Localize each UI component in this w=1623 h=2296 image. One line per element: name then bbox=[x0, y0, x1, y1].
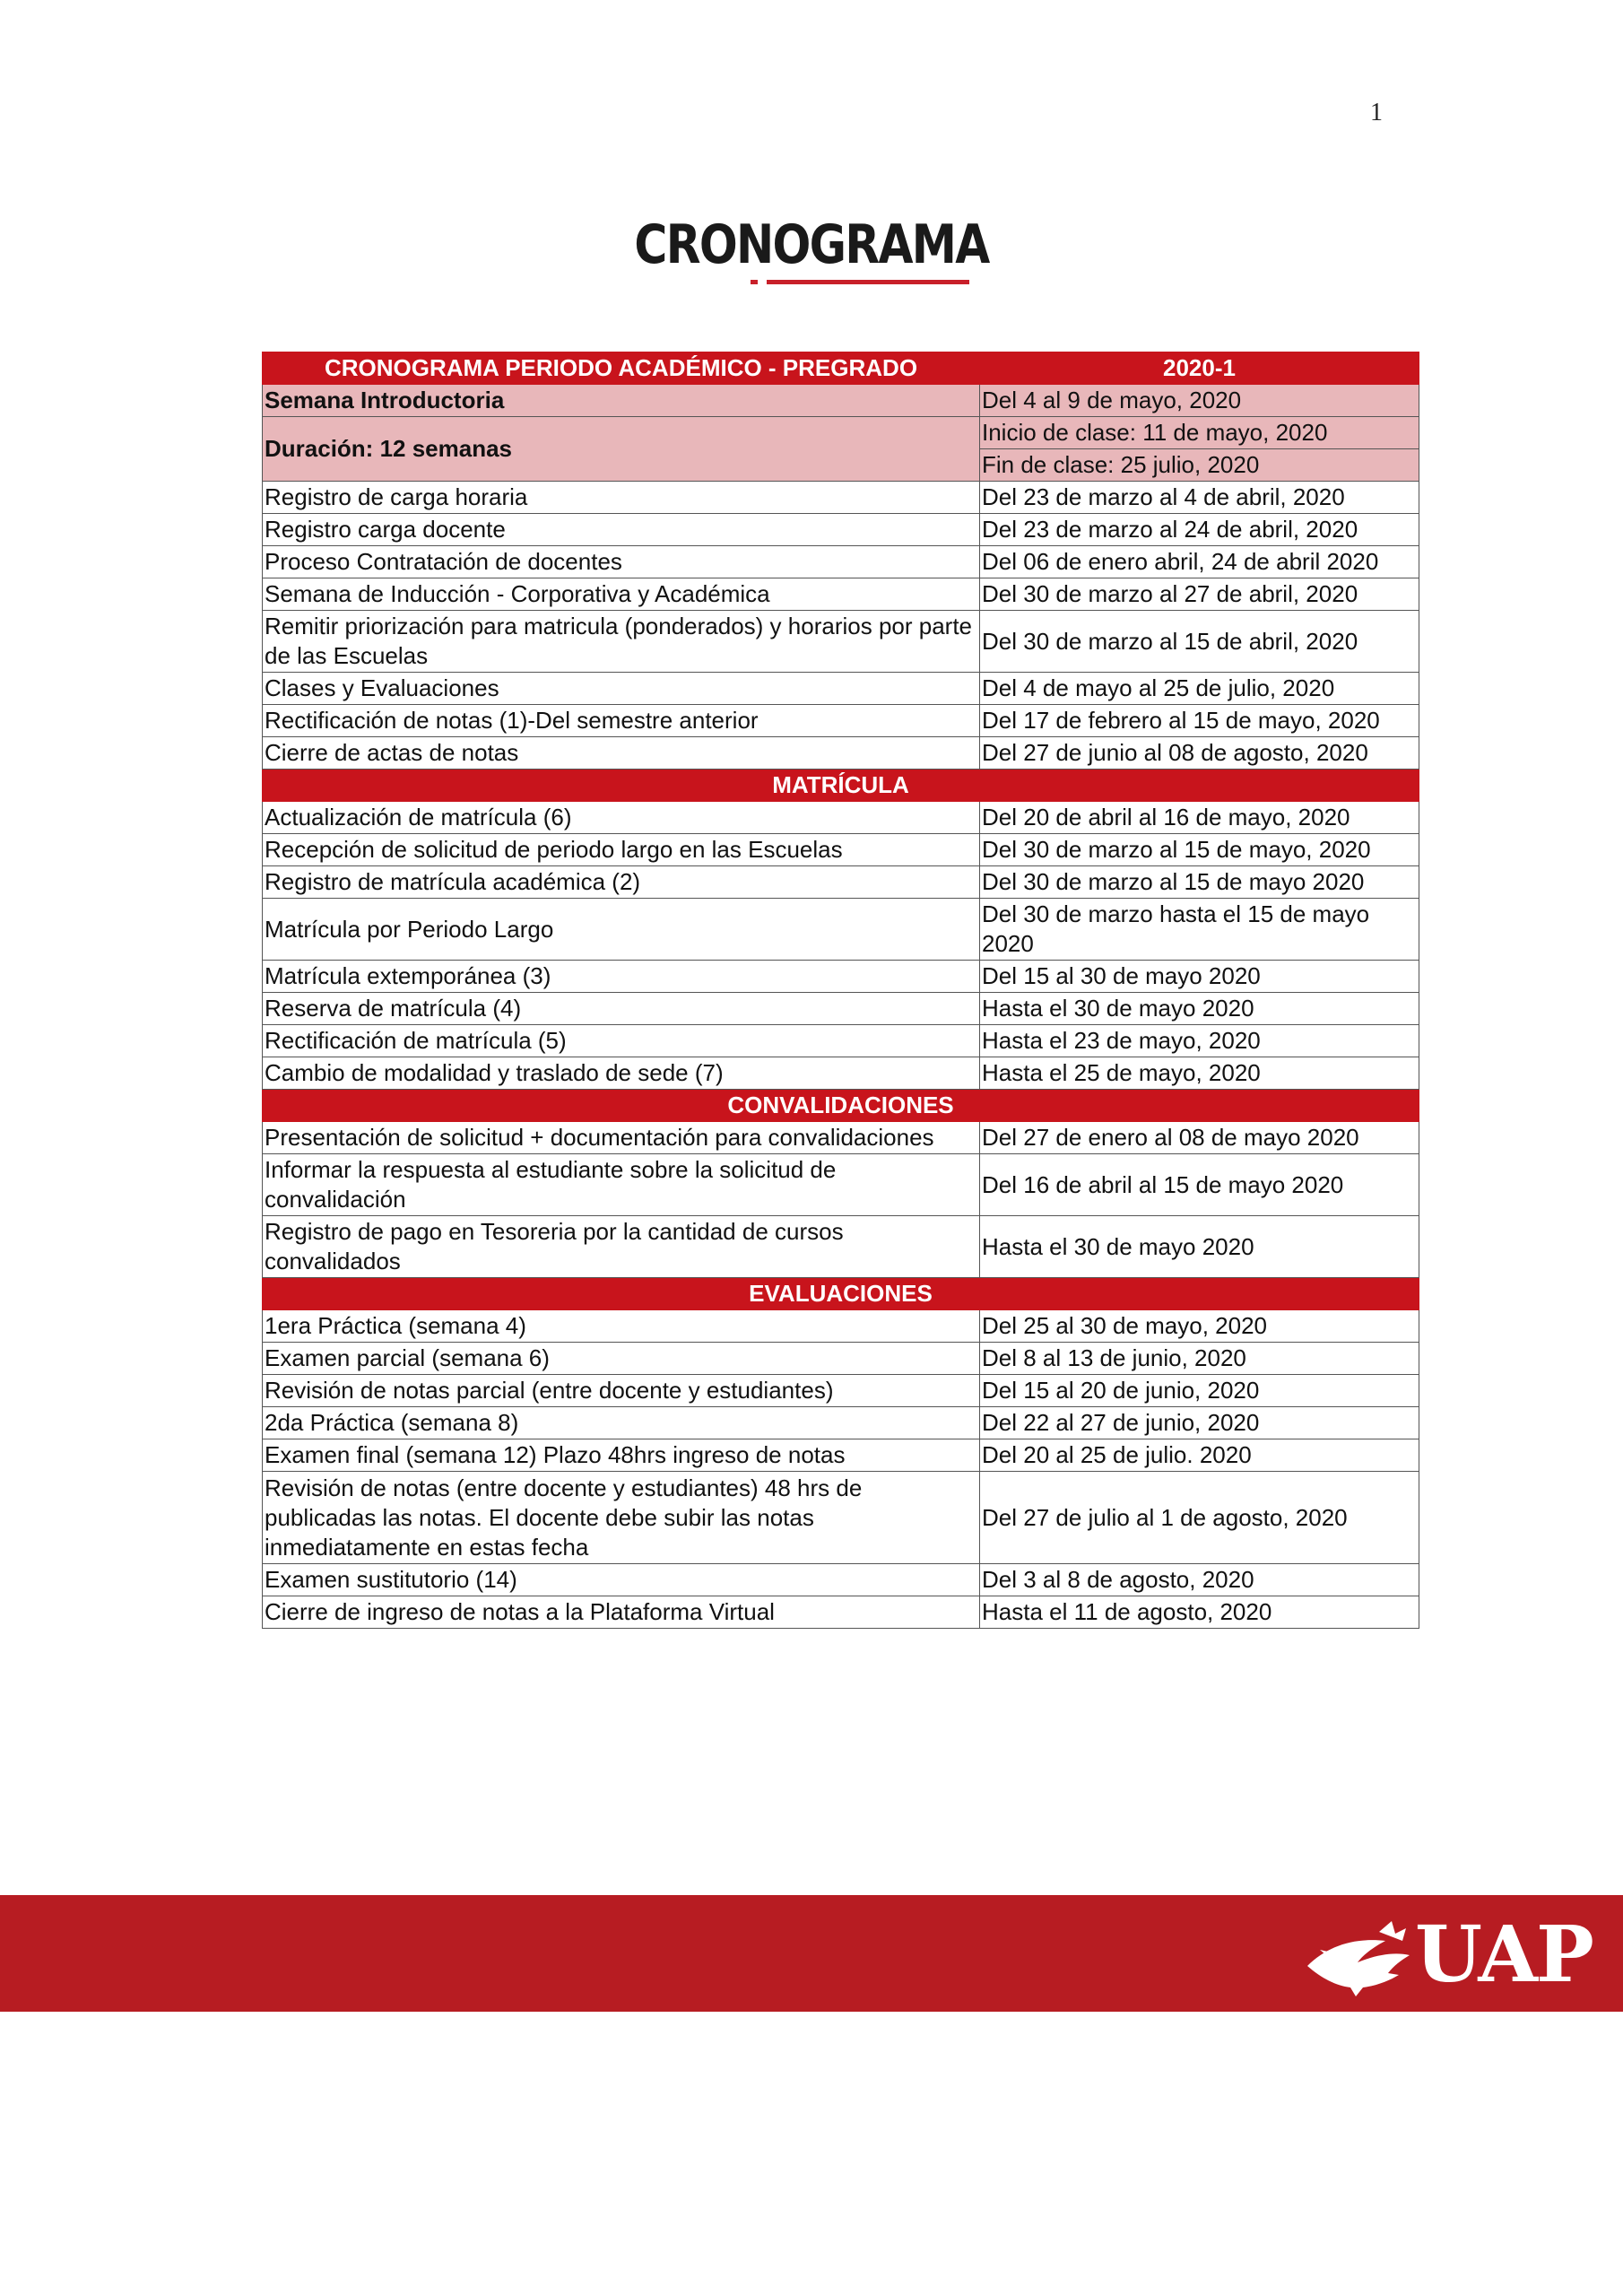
table-row bbox=[263, 1122, 1419, 1154]
row-label: Remitir priorización para matricula (ponderados) y horarios por parte de las Escuelas bbox=[263, 611, 980, 673]
table-row bbox=[263, 993, 1419, 1025]
table-row bbox=[263, 1343, 1419, 1375]
page-number: 1 bbox=[1370, 99, 1383, 126]
row-label: Registro de pago en Tesoreria por la cantidad de cursos convalidados bbox=[263, 1216, 980, 1278]
section-title: CONVALIDACIONES bbox=[263, 1090, 1419, 1122]
table-row bbox=[263, 866, 1419, 899]
table-row bbox=[263, 1564, 1419, 1596]
uap-logo-text: UAP bbox=[1415, 1909, 1593, 2000]
row-label: Cierre de actas de notas bbox=[263, 737, 980, 770]
duration-start: Inicio de clase: 11 de mayo, 2020 bbox=[980, 417, 1419, 449]
row-label: 1era Práctica (semana 4) bbox=[263, 1310, 980, 1343]
table-row bbox=[263, 1216, 1419, 1278]
row-value: Del 15 al 20 de junio, 2020 bbox=[980, 1375, 1419, 1407]
row-value: Del 20 de abril al 16 de mayo, 2020 bbox=[980, 802, 1419, 834]
row-label: Proceso Contratación de docentes bbox=[263, 546, 980, 578]
row-label: Registro de carga horaria bbox=[263, 482, 980, 514]
row-value: Del 16 de abril al 15 de mayo 2020 bbox=[980, 1154, 1419, 1216]
row-value: Hasta el 30 de mayo 2020 bbox=[980, 993, 1419, 1025]
row-value: Del 4 al 9 de mayo, 2020 bbox=[980, 385, 1419, 417]
row-value: Del 30 de marzo hasta el 15 de mayo 2020 bbox=[980, 899, 1419, 961]
row-value: Del 3 al 8 de agosto, 2020 bbox=[980, 1564, 1419, 1596]
row-label: Cierre de ingreso de notas a la Plataforma Virtual bbox=[263, 1596, 980, 1629]
row-value: Del 27 de julio al 1 de agosto, 2020 bbox=[980, 1472, 1419, 1564]
table-row bbox=[263, 578, 1419, 611]
row-label: Informar la respuesta al estudiante sobre la solicitud de convalidación bbox=[263, 1154, 980, 1216]
row-label: Semana Introductoria bbox=[263, 385, 980, 417]
duration-end: Fin de clase: 25 julio, 2020 bbox=[980, 449, 1419, 482]
table-row bbox=[263, 802, 1419, 834]
section-title: EVALUACIONES bbox=[263, 1278, 1419, 1310]
table-row bbox=[263, 1407, 1419, 1439]
row-value: Del 27 de enero al 08 de mayo 2020 bbox=[980, 1122, 1419, 1154]
section-header-evaluaciones bbox=[263, 1278, 1419, 1310]
schedule-table bbox=[262, 352, 1419, 1629]
table-row bbox=[263, 1025, 1419, 1057]
table-header-label: CRONOGRAMA PERIODO ACADÉMICO - PREGRADO bbox=[263, 352, 980, 385]
row-value: Hasta el 25 de mayo, 2020 bbox=[980, 1057, 1419, 1090]
row-value: Hasta el 23 de mayo, 2020 bbox=[980, 1025, 1419, 1057]
table-row bbox=[263, 961, 1419, 993]
row-label: Clases y Evaluaciones bbox=[263, 673, 980, 705]
table-row bbox=[263, 705, 1419, 737]
section-header-matricula bbox=[263, 770, 1419, 802]
table-row-intro bbox=[263, 385, 1419, 417]
section-title: MATRÍCULA bbox=[263, 770, 1419, 802]
row-value: Del 8 al 13 de junio, 2020 bbox=[980, 1343, 1419, 1375]
table-row bbox=[263, 834, 1419, 866]
table-row bbox=[263, 1057, 1419, 1090]
row-label: Presentación de solicitud + documentación para convalidaciones bbox=[263, 1122, 980, 1154]
row-label: Examen parcial (semana 6) bbox=[263, 1343, 980, 1375]
row-label: Rectificación de matrícula (5) bbox=[263, 1025, 980, 1057]
table-row bbox=[263, 1439, 1419, 1472]
row-value: Del 27 de junio al 08 de agosto, 2020 bbox=[980, 737, 1419, 770]
table-row bbox=[263, 611, 1419, 673]
row-label: Matrícula extemporánea (3) bbox=[263, 961, 980, 993]
row-label: Rectificación de notas (1)-Del semestre anterior bbox=[263, 705, 980, 737]
row-value: Del 4 de mayo al 25 de julio, 2020 bbox=[980, 673, 1419, 705]
row-value: Hasta el 11 de agosto, 2020 bbox=[980, 1596, 1419, 1629]
row-label: Semana de Inducción - Corporativa y Académica bbox=[263, 578, 980, 611]
row-label: Registro de matrícula académica (2) bbox=[263, 866, 980, 899]
duration-label: Duración: 12 semanas bbox=[263, 417, 980, 482]
table-header-row bbox=[263, 352, 1419, 385]
title-underline-dot bbox=[751, 280, 758, 284]
row-label: Examen final (semana 12) Plazo 48hrs ingreso de notas bbox=[263, 1439, 980, 1472]
table-row bbox=[263, 1154, 1419, 1216]
row-label: Recepción de solicitud de periodo largo en las Escuelas bbox=[263, 834, 980, 866]
row-label: Matrícula por Periodo Largo bbox=[263, 899, 980, 961]
row-value: Del 06 de enero abril, 24 de abril 2020 bbox=[980, 546, 1419, 578]
table-row bbox=[263, 514, 1419, 546]
row-label: Actualización de matrícula (6) bbox=[263, 802, 980, 834]
row-value: Del 22 al 27 de junio, 2020 bbox=[980, 1407, 1419, 1439]
table-row bbox=[263, 1310, 1419, 1343]
table-header-period: 2020-1 bbox=[980, 352, 1419, 385]
table-row bbox=[263, 482, 1419, 514]
row-label: Reserva de matrícula (4) bbox=[263, 993, 980, 1025]
table-row bbox=[263, 737, 1419, 770]
row-value: Del 25 al 30 de mayo, 2020 bbox=[980, 1310, 1419, 1343]
section-header-convalidaciones bbox=[263, 1090, 1419, 1122]
table-row bbox=[263, 1375, 1419, 1407]
table-row bbox=[263, 673, 1419, 705]
table-row bbox=[263, 899, 1419, 961]
row-value: Del 30 de marzo al 15 de mayo 2020 bbox=[980, 866, 1419, 899]
row-value: Del 23 de marzo al 4 de abril, 2020 bbox=[980, 482, 1419, 514]
row-value: Del 23 de marzo al 24 de abril, 2020 bbox=[980, 514, 1419, 546]
row-value: Del 17 de febrero al 15 de mayo, 2020 bbox=[980, 705, 1419, 737]
row-value: Del 15 al 30 de mayo 2020 bbox=[980, 961, 1419, 993]
row-value: Del 20 al 25 de julio. 2020 bbox=[980, 1439, 1419, 1472]
row-value: Hasta el 30 de mayo 2020 bbox=[980, 1216, 1419, 1278]
page-title: CRONOGRAMA bbox=[634, 213, 989, 276]
row-value: Del 30 de marzo al 15 de abril, 2020 bbox=[980, 611, 1419, 673]
row-label: Examen sustitutorio (14) bbox=[263, 1564, 980, 1596]
row-label: Cambio de modalidad y traslado de sede (7) bbox=[263, 1057, 980, 1090]
row-label: Registro carga docente bbox=[263, 514, 980, 546]
table-row bbox=[263, 1472, 1419, 1564]
table-row bbox=[263, 546, 1419, 578]
table-row bbox=[263, 1596, 1419, 1629]
row-value: Del 30 de marzo al 15 de mayo, 2020 bbox=[980, 834, 1419, 866]
row-label: 2da Práctica (semana 8) bbox=[263, 1407, 980, 1439]
row-label: Revisión de notas (entre docente y estudiantes) 48 hrs de publicadas las notas. El docente debe subir las notas inmediatamente en estas fecha bbox=[263, 1472, 980, 1564]
row-value: Del 30 de marzo al 27 de abril, 2020 bbox=[980, 578, 1419, 611]
title-underline bbox=[767, 280, 969, 284]
table-row-duration bbox=[263, 417, 1419, 449]
row-label: Revisión de notas parcial (entre docente y estudiantes) bbox=[263, 1375, 980, 1407]
